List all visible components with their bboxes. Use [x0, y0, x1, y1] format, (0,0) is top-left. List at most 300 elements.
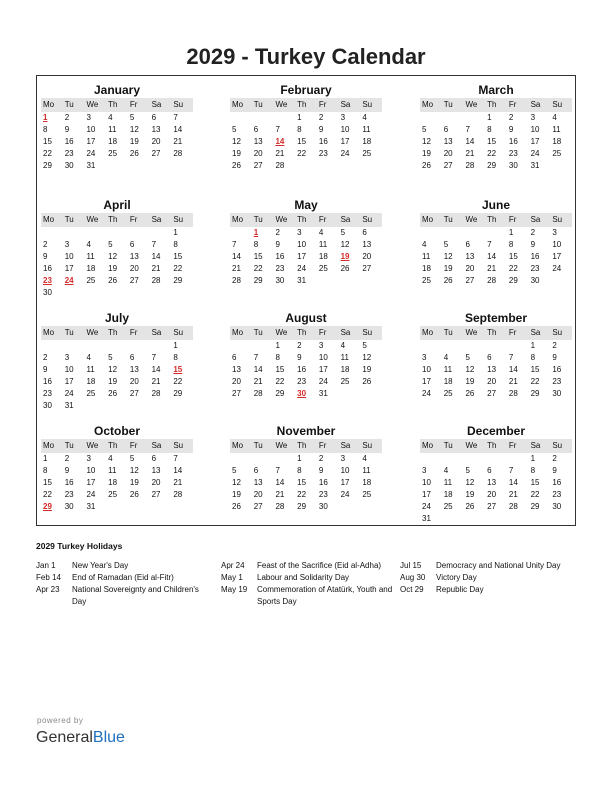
month-name: October [93, 424, 140, 438]
empty-day-cell [84, 287, 106, 299]
week-row [41, 136, 193, 148]
day-cell: 26 [465, 502, 475, 511]
day-cell: 19 [108, 377, 118, 386]
day-cell: 6 [253, 125, 259, 134]
weekday-header [41, 213, 193, 227]
empty-day-cell [41, 340, 63, 352]
day-cell: 16 [508, 137, 518, 146]
weekday-label: Sa [151, 215, 162, 224]
day-cell: 29 [530, 389, 540, 398]
holiday-column [400, 560, 570, 596]
month-name: April [103, 198, 131, 212]
day-cell: 12 [129, 466, 139, 475]
weekday-label: Tu [253, 215, 263, 224]
day-cell: 19 [232, 149, 241, 158]
empty-day-cell [252, 453, 274, 465]
week-row [420, 501, 572, 513]
day-cell: 13 [129, 252, 139, 261]
holiday-item [221, 584, 393, 608]
day-cell: 7 [465, 125, 470, 134]
day-cell: 14 [151, 252, 161, 261]
empty-day-cell [41, 227, 63, 239]
day-cell: 31 [86, 161, 96, 170]
day-cell: 29 [253, 276, 263, 285]
holiday-item [400, 584, 570, 596]
day-cell: 27 [487, 389, 497, 398]
day-cell: 25 [86, 276, 96, 285]
day-cell: 3 [86, 454, 91, 463]
empty-day-cell [339, 275, 361, 287]
holiday-item [400, 572, 570, 584]
empty-day-cell [442, 227, 464, 239]
day-cell: 4 [86, 240, 91, 249]
day-cell: 2 [318, 113, 324, 122]
weekday-label: Tu [443, 441, 453, 450]
day-cell: 22 [297, 490, 307, 499]
holiday-item [400, 560, 570, 572]
empty-day-cell [295, 160, 317, 172]
day-cell: 31 [530, 161, 540, 170]
day-cell: 28 [173, 490, 183, 499]
day-cell: 17 [422, 377, 431, 386]
empty-day-cell [150, 501, 172, 513]
day-cell: 29 [487, 161, 497, 170]
day-cell: 9 [318, 125, 324, 134]
week-row [230, 477, 382, 489]
day-cell: 13 [487, 365, 497, 374]
day-cell: 6 [362, 228, 367, 237]
week-row [230, 263, 382, 275]
empty-day-cell [252, 340, 274, 352]
weekday-label: We [86, 100, 99, 109]
weekday-label: Sa [340, 215, 351, 224]
empty-day-cell [63, 227, 85, 239]
holiday-day-cell: 1 [43, 113, 48, 122]
day-cell: 3 [340, 113, 346, 122]
month-name: January [93, 83, 141, 97]
week-row [420, 275, 572, 287]
day-cell: 24 [297, 264, 307, 273]
day-cell: 5 [129, 113, 135, 122]
empty-day-cell [84, 340, 106, 352]
weekday-label: We [275, 441, 288, 450]
day-cell: 13 [465, 252, 475, 261]
weekday-label: Sa [530, 100, 541, 109]
day-cell: 10 [318, 353, 328, 362]
weekday-label: We [275, 328, 288, 337]
week-row [230, 352, 382, 364]
day-cell: 6 [465, 240, 470, 249]
empty-day-cell [507, 513, 529, 525]
day-cell: 13 [129, 365, 139, 374]
generalblue-logo[interactable] [36, 729, 125, 747]
day-cell: 7 [173, 113, 178, 122]
day-cell: 7 [275, 466, 280, 475]
week-row [41, 489, 193, 501]
weekday-label: Fr [318, 215, 327, 224]
day-cell: 4 [422, 240, 427, 249]
empty-day-cell [485, 453, 507, 465]
day-cell: 3 [422, 353, 427, 362]
week-row [230, 124, 382, 136]
day-cell: 15 [43, 137, 52, 146]
day-cell: 5 [340, 228, 346, 237]
weekday-label: Mo [232, 328, 244, 337]
weekday-label: Su [173, 215, 184, 224]
day-cell: 22 [275, 377, 285, 386]
day-cell: 15 [487, 137, 497, 146]
day-cell: 25 [340, 377, 350, 386]
weekday-label: Sa [340, 100, 351, 109]
day-cell: 19 [362, 365, 372, 374]
day-cell: 9 [64, 125, 70, 134]
week-row [230, 275, 382, 287]
week-row [420, 112, 572, 124]
day-cell: 30 [552, 389, 562, 398]
holiday-name: Republic Day [436, 585, 484, 594]
holiday-name: End of Ramadan (Eid al-Fitr) [72, 573, 174, 582]
day-cell: 1 [530, 341, 536, 350]
day-cell: 29 [530, 502, 540, 511]
day-cell: 23 [297, 377, 307, 386]
week-row [420, 124, 572, 136]
weekday-label: Su [552, 441, 563, 450]
week-row [230, 340, 382, 352]
empty-day-cell [463, 453, 485, 465]
week-row [230, 227, 382, 239]
day-cell: 1 [43, 454, 48, 463]
day-cell: 29 [173, 389, 183, 398]
day-cell: 9 [508, 125, 514, 134]
weekday-label: We [465, 215, 478, 224]
week-row [230, 489, 382, 501]
day-cell: 31 [86, 502, 96, 511]
day-cell: 26 [465, 389, 475, 398]
day-cell: 10 [64, 252, 74, 261]
day-cell: 18 [552, 137, 562, 146]
holiday-column [221, 560, 393, 608]
weekday-label: Th [108, 215, 118, 224]
weekday-header [41, 98, 193, 112]
day-cell: 1 [297, 113, 302, 122]
day-cell: 1 [173, 341, 178, 350]
week-row [420, 263, 572, 275]
day-cell: 16 [43, 377, 52, 386]
day-cell: 20 [129, 264, 139, 273]
weekday-label: We [86, 441, 99, 450]
day-cell: 27 [253, 502, 263, 511]
day-cell: 10 [340, 125, 350, 134]
day-cell: 15 [530, 365, 540, 374]
day-cell: 22 [173, 264, 183, 273]
week-row [41, 251, 193, 263]
day-cell: 17 [64, 377, 74, 386]
weekday-label: Th [487, 441, 497, 450]
weekday-label: Fr [129, 328, 138, 337]
weekday-header [420, 326, 572, 340]
week-row [420, 160, 572, 172]
day-cell: 9 [275, 240, 280, 249]
day-cell: 4 [340, 341, 346, 350]
day-cell: 6 [232, 353, 237, 362]
day-cell: 7 [253, 353, 259, 362]
empty-day-cell [230, 112, 252, 124]
month-april [41, 198, 193, 299]
day-cell: 13 [253, 137, 263, 146]
weekday-label: Fr [508, 328, 517, 337]
week-row [230, 376, 382, 388]
empty-day-cell [150, 160, 172, 172]
day-cell: 15 [43, 478, 52, 487]
holiday-date: May 1 [221, 573, 243, 582]
weekday-header [230, 326, 382, 340]
day-cell: 7 [232, 240, 237, 249]
empty-day-cell [128, 501, 150, 513]
day-cell: 6 [151, 454, 157, 463]
day-cell: 3 [64, 353, 70, 362]
day-cell: 10 [86, 125, 96, 134]
weekday-label: Th [487, 328, 497, 337]
weekday-label: Tu [443, 215, 453, 224]
day-cell: 5 [108, 240, 113, 249]
day-cell: 19 [129, 137, 139, 146]
day-cell: 12 [340, 240, 350, 249]
day-cell: 26 [129, 490, 139, 499]
day-cell: 7 [508, 353, 514, 362]
day-cell: 2 [552, 454, 557, 463]
day-cell: 17 [86, 478, 96, 487]
day-cell: 13 [232, 365, 241, 374]
day-cell: 16 [318, 137, 328, 146]
day-cell: 31 [64, 401, 74, 410]
month-name: March [478, 83, 514, 97]
day-cell: 6 [487, 353, 492, 362]
weekday-label: Mo [422, 328, 434, 337]
day-cell: 21 [508, 490, 518, 499]
day-cell: 29 [173, 276, 183, 285]
weekday-label: Fr [318, 328, 327, 337]
holiday-name: New Year's Day [72, 561, 129, 570]
weekday-label: Sa [530, 215, 541, 224]
page-title: 2029 - Turkey Calendar [186, 44, 426, 69]
day-cell: 26 [232, 161, 241, 170]
day-cell: 26 [129, 149, 139, 158]
day-cell: 9 [297, 353, 302, 362]
week-row [420, 148, 572, 160]
weekday-label: Th [487, 215, 497, 224]
month-november [230, 424, 382, 513]
empty-day-cell [463, 112, 485, 124]
day-cell: 10 [86, 466, 96, 475]
weekday-label: Mo [232, 441, 244, 450]
day-cell: 14 [253, 365, 263, 374]
day-cell: 5 [232, 466, 237, 475]
weekday-label: Fr [508, 441, 517, 450]
week-row [230, 112, 382, 124]
week-row [420, 364, 572, 376]
day-cell: 5 [465, 353, 470, 362]
empty-day-cell [529, 513, 551, 525]
empty-day-cell [420, 227, 442, 239]
powered-by-label: powered by [37, 716, 84, 725]
day-cell: 8 [43, 125, 48, 134]
weekday-label: Th [297, 441, 307, 450]
day-cell: 15 [508, 252, 518, 261]
day-cell: 7 [173, 454, 178, 463]
day-cell: 24 [64, 389, 74, 398]
day-cell: 5 [129, 454, 135, 463]
holiday-date: Oct 29 [400, 585, 424, 594]
day-cell: 11 [362, 466, 371, 475]
day-cell: 16 [552, 478, 562, 487]
day-cell: 20 [151, 137, 161, 146]
empty-day-cell [106, 287, 128, 299]
month-name: December [466, 424, 526, 438]
day-cell: 6 [487, 466, 492, 475]
day-cell: 2 [43, 240, 48, 249]
day-cell: 2 [318, 454, 324, 463]
day-cell: 30 [530, 276, 540, 285]
day-cell: 16 [64, 137, 74, 146]
day-cell: 11 [318, 240, 328, 249]
day-cell: 24 [552, 264, 562, 273]
day-cell: 4 [362, 454, 367, 463]
weekday-label: We [275, 215, 288, 224]
week-row [420, 251, 572, 263]
day-cell: 22 [297, 149, 307, 158]
week-row [230, 465, 382, 477]
day-cell: 29 [275, 389, 285, 398]
day-cell: 26 [443, 276, 453, 285]
weekday-label: Mo [43, 328, 55, 337]
empty-day-cell [128, 160, 150, 172]
week-row [41, 148, 193, 160]
day-cell: 8 [297, 125, 302, 134]
weekday-label: Mo [422, 100, 434, 109]
day-cell: 22 [253, 264, 263, 273]
day-cell: 27 [232, 389, 241, 398]
day-cell: 3 [318, 341, 324, 350]
month-name: June [481, 198, 510, 212]
empty-day-cell [128, 227, 150, 239]
weekday-label: Mo [232, 100, 244, 109]
holiday-item [36, 572, 204, 584]
empty-day-cell [128, 400, 150, 412]
day-cell: 2 [43, 353, 48, 362]
holiday-name: Democracy and National Unity Day [436, 561, 561, 570]
weekday-label: Mo [232, 215, 244, 224]
weekday-label: We [465, 100, 478, 109]
month-february [230, 83, 382, 172]
day-cell: 14 [508, 478, 518, 487]
day-cell: 30 [64, 502, 74, 511]
weekday-label: Th [297, 328, 307, 337]
holiday-day-cell: 29 [43, 502, 52, 511]
day-cell: 21 [173, 137, 183, 146]
day-cell: 5 [465, 466, 470, 475]
day-cell: 11 [422, 252, 431, 261]
weekday-label: Fr [129, 215, 138, 224]
week-row [420, 340, 572, 352]
day-cell: 27 [443, 161, 453, 170]
day-cell: 1 [297, 454, 302, 463]
day-cell: 19 [443, 264, 453, 273]
day-cell: 8 [530, 466, 536, 475]
day-cell: 18 [443, 490, 453, 499]
month-may [230, 198, 382, 287]
day-cell: 23 [552, 377, 562, 386]
day-cell: 9 [43, 252, 48, 261]
day-cell: 31 [422, 514, 431, 523]
day-cell: 28 [465, 161, 475, 170]
day-cell: 17 [552, 252, 562, 261]
day-cell: 14 [275, 478, 285, 487]
weekday-label: Fr [318, 100, 327, 109]
week-row [420, 513, 572, 525]
weekday-label: Tu [253, 328, 263, 337]
day-cell: 3 [552, 228, 557, 237]
month-september [420, 311, 572, 400]
empty-day-cell [273, 453, 295, 465]
day-cell: 23 [43, 389, 52, 398]
empty-day-cell [485, 513, 507, 525]
empty-day-cell [442, 340, 464, 352]
holidays-heading: 2029 Turkey Holidays [36, 541, 123, 551]
day-cell: 27 [362, 264, 372, 273]
weekday-label: Tu [64, 441, 74, 450]
day-cell: 14 [151, 365, 161, 374]
weekday-label: Sa [530, 328, 541, 337]
week-row [230, 453, 382, 465]
day-cell: 3 [64, 240, 70, 249]
day-cell: 1 [173, 228, 178, 237]
day-cell: 11 [552, 125, 561, 134]
weekday-label: Th [297, 100, 307, 109]
weekday-header [420, 98, 572, 112]
weekday-header [420, 213, 572, 227]
month-name: July [104, 311, 129, 325]
day-cell: 25 [443, 389, 453, 398]
week-row [41, 160, 193, 172]
weekday-header [420, 439, 572, 453]
day-cell: 1 [508, 228, 514, 237]
weekday-header [230, 439, 382, 453]
day-cell: 24 [340, 490, 350, 499]
week-row [420, 376, 572, 388]
day-cell: 10 [422, 478, 431, 487]
day-cell: 18 [86, 377, 96, 386]
day-cell: 7 [487, 240, 492, 249]
day-cell: 6 [129, 353, 135, 362]
holiday-column [36, 560, 204, 608]
day-cell: 23 [64, 490, 74, 499]
week-row [230, 251, 382, 263]
day-cell: 13 [443, 137, 453, 146]
week-row [41, 477, 193, 489]
empty-day-cell [150, 400, 172, 412]
holiday-day-cell: 14 [275, 137, 285, 146]
day-cell: 23 [530, 264, 540, 273]
empty-day-cell [339, 388, 361, 400]
week-row [230, 148, 382, 160]
day-cell: 25 [86, 389, 96, 398]
day-cell: 30 [43, 401, 52, 410]
day-cell: 12 [108, 252, 118, 261]
day-cell: 21 [151, 377, 161, 386]
empty-day-cell [485, 227, 507, 239]
empty-day-cell [106, 160, 128, 172]
day-cell: 12 [129, 125, 139, 134]
